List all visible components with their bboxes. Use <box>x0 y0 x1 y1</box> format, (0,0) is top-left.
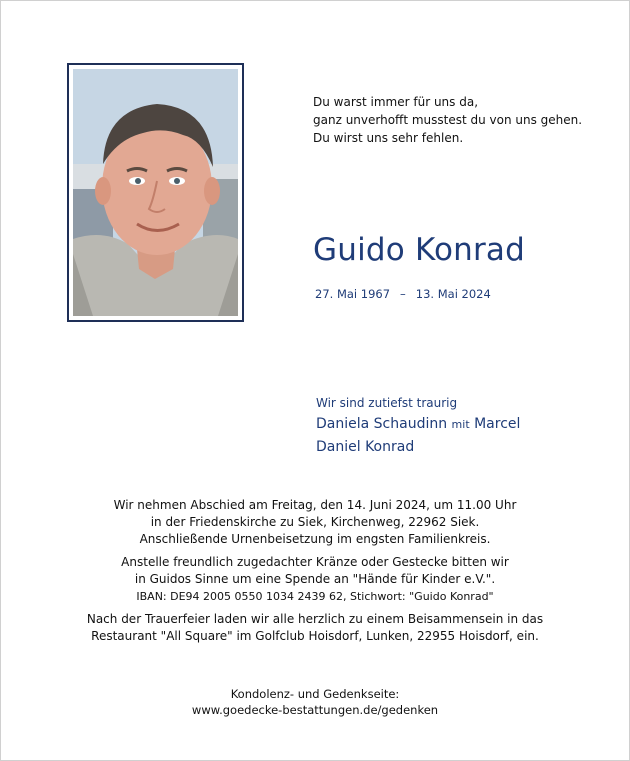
notice-line: Anstelle freundlich zugedachter Kränze oder Gestecke bitten wir <box>121 555 509 569</box>
portrait-photo <box>73 69 238 316</box>
mourner-line <box>316 413 520 436</box>
invitation-paragraph <box>0 611 630 645</box>
farewell-paragraph <box>0 497 630 548</box>
condolence-label: Kondolenz- und Gedenkseite: <box>230 687 400 701</box>
mourners-block <box>316 393 520 459</box>
verse-line: Du wirst uns sehr fehlen. <box>313 131 464 145</box>
mourner-name: Marcel <box>474 416 521 432</box>
verse-line: ganz unverhofft musstest du von uns gehen. <box>313 113 583 127</box>
mourner-name: Daniela Schaudinn <box>316 416 448 432</box>
death-date: 13. Mai 2024 <box>415 287 491 301</box>
life-dates <box>315 287 491 301</box>
memorial-verse <box>313 93 582 147</box>
portrait-illustration <box>73 69 238 316</box>
notice-line: Wir nehmen Abschied am Freitag, den 14. Juni 2024, um 11.00 Uhr <box>113 498 517 512</box>
birth-date: 27. Mai 1967 <box>315 287 391 301</box>
verse-line: Du warst immer für uns da, <box>313 95 479 109</box>
condolence-link[interactable]: www.goedecke-bestattungen.de/gedenken <box>191 703 439 717</box>
portrait-frame <box>67 63 244 322</box>
condolence-footer <box>0 686 630 718</box>
notice-line: in der Friedenskirche zu Siek, Kirchenweg, 22962 Siek. <box>150 515 480 529</box>
mourners-intro: Wir sind zutiefst traurig <box>316 396 458 410</box>
notice-line: Restaurant "All Square" im Golfclub Hoisdorf, Lunken, 22955 Hoisdorf, ein. <box>91 629 539 643</box>
notice-line: Anschließende Urnenbeisetzung im engsten Familienkreis. <box>139 532 491 546</box>
mourner-name: Daniel Konrad <box>316 439 415 455</box>
notice-line: Nach der Trauerfeier laden wir alle herzlich zu einem Beisammensein in das <box>86 612 544 626</box>
funeral-notice <box>0 497 630 651</box>
donation-paragraph <box>0 554 630 605</box>
date-separator: – <box>400 287 406 301</box>
notice-line: in Guidos Sinne um eine Spende an "Hände für Kinder e.V.". <box>134 572 496 586</box>
iban-line: IBAN: DE94 2005 0550 1034 2439 62, Stichwort: "Guido Konrad" <box>136 590 494 603</box>
mourner-with: mit <box>451 418 470 431</box>
deceased-name: Guido Konrad <box>313 232 525 268</box>
